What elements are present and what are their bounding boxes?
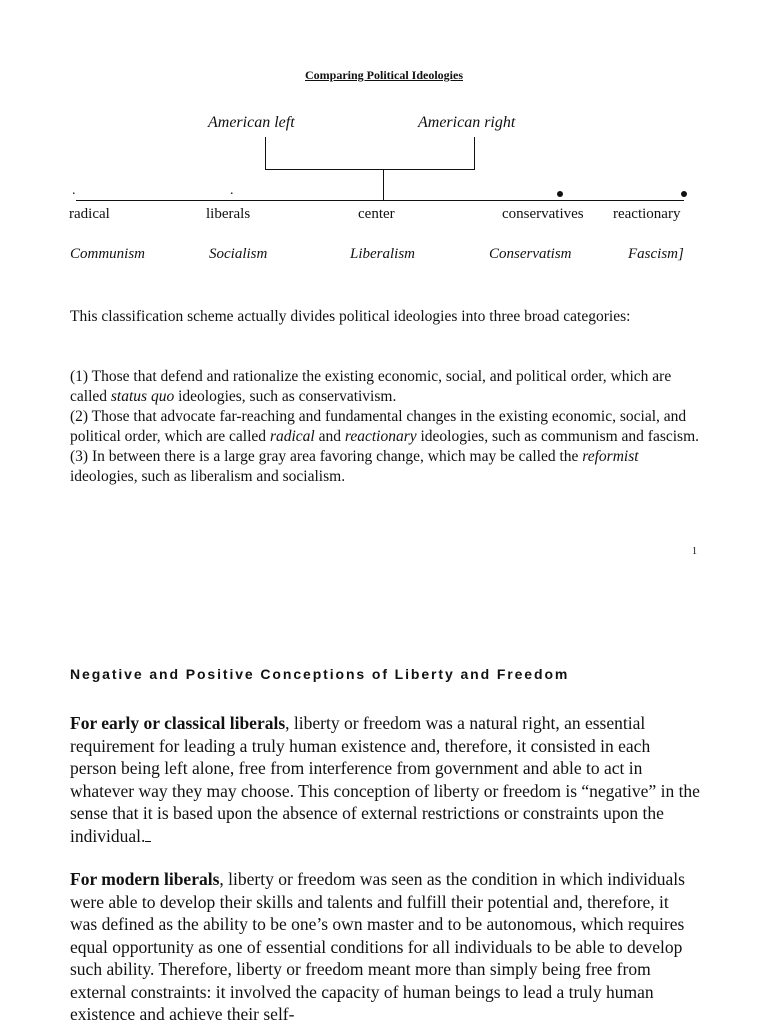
position-radical: radical bbox=[69, 206, 110, 222]
intro-paragraph bbox=[70, 307, 700, 327]
section-heading: Negative and Positive Conceptions of Liberty and Freedom bbox=[70, 666, 570, 682]
spectrum-axis bbox=[76, 200, 684, 201]
liberals-marker: . bbox=[230, 183, 234, 198]
conservatives-marker bbox=[557, 191, 563, 197]
ideology-conservatism: Conservatism bbox=[489, 246, 572, 262]
categories-list bbox=[70, 367, 700, 487]
bracket-crossbar bbox=[265, 169, 475, 170]
position-center: center bbox=[358, 206, 395, 222]
american-right-label: American right bbox=[418, 114, 516, 131]
paragraph-modern-liberals: For modern liberals, liberty or freedom was seen as the condition in which individuals were able to develop their skills and talents and fulfill their potential and, therefore, it was defined as the ability to be one’s own master and to be autonomous, which requires equal opportunity as one of essential conditions for all individuals to be able to develop such ability. Therefore, liberty or freedom meant more than simply being free from external constraints: it involved the capacity of human beings to lead a truly human existence and achieve their self- bbox=[70, 869, 685, 1024]
position-reactionary: reactionary bbox=[613, 206, 681, 222]
ideology-socialism: Socialism bbox=[209, 246, 268, 262]
radical-marker: . bbox=[72, 183, 76, 198]
ideology-fascism: Fascism] bbox=[628, 246, 684, 262]
american-left-label: American left bbox=[208, 114, 295, 131]
page-number: 1 bbox=[692, 546, 697, 557]
position-conservatives: conservatives bbox=[502, 206, 584, 222]
document-title: Comparing Political Ideologies bbox=[305, 68, 463, 82]
paragraph-classical-liberals: For early or classical liberals, liberty or freedom was a natural right, an essential requirement for leading a truly human existence and, therefore, it consisted in each person being left alone, free from interference from government and able to act in whatever way they may choose. This conception of liberty or freedom is “negative” in the sense that it is based upon the absence of external restrictions or constraints upon the individual. bbox=[70, 713, 700, 846]
center-tick bbox=[383, 169, 384, 201]
ideology-communism: Communism bbox=[70, 246, 146, 262]
category-two: (2) Those that advocate far-reaching and fundamental changes in the existing economic, social, and political order, which are called radical and reactionary ideologies, such as communism and fascism. bbox=[70, 408, 700, 445]
bracket-left-leg bbox=[265, 137, 266, 169]
bracket-right-leg bbox=[474, 137, 475, 169]
category-one: (1) Those that defend and rationalize the existing economic, social, and political order, which are called status quo ideologies, such as conservativism. bbox=[70, 368, 672, 405]
category-three: (3) In between there is a large gray area favoring change, which may be called the reformist ideologies, such as liberalism and socialism. bbox=[70, 448, 639, 485]
ideology-liberalism: Liberalism bbox=[350, 246, 416, 262]
position-liberals: liberals bbox=[206, 206, 251, 222]
intro-text: This classification scheme actually divides political ideologies into three broad categories: bbox=[70, 308, 631, 325]
reactionary-marker bbox=[681, 191, 687, 197]
